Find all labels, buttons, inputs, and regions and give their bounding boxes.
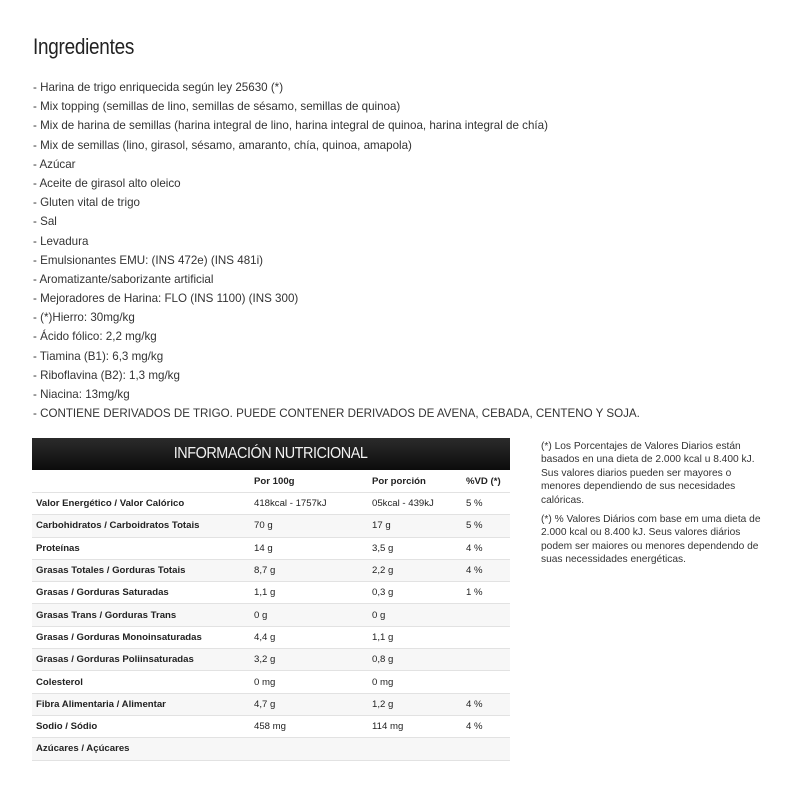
ingredient-item: - Azúcar <box>33 157 76 171</box>
daily-value-percent: 4 % <box>462 693 510 715</box>
value-per-portion: 1,2 g <box>368 693 462 715</box>
nutrient-name: Valor Energético / Valor Calórico <box>32 493 250 515</box>
ingredient-item: - (*)Hierro: 30mg/kg <box>33 311 135 325</box>
column-header-daily-value: %VD (*) <box>462 470 510 493</box>
nutrition-row <box>32 671 510 693</box>
note-spanish: (*) Los Porcentajes de Valores Diarios están basados en una dieta de 2.000 kcal u 8.400 kJ. Sus valores diarios pueden ser mayores o menores dependiendo de sus necesidades calóricas. <box>541 441 755 506</box>
daily-value-percent: 4 % <box>462 559 510 581</box>
nutrient-name: Grasas / Gorduras Saturadas <box>32 582 250 604</box>
nutrition-row <box>32 626 510 648</box>
daily-value-percent <box>462 671 510 693</box>
nutrient-name: Grasas Totales / Gorduras Totais <box>32 559 250 581</box>
nutrition-row <box>32 582 510 604</box>
nutrition-table-header-row <box>32 470 510 493</box>
daily-value-percent <box>462 738 510 760</box>
ingredient-item: - Sal <box>33 215 57 229</box>
value-per-100g: 3,2 g <box>250 649 368 671</box>
nutrient-name: Grasas / Gorduras Poliinsaturadas <box>32 649 250 671</box>
value-per-portion: 0 g <box>368 604 462 626</box>
ingredient-item: - Tiamina (B1): 6,3 mg/kg <box>33 349 164 363</box>
value-per-portion: 0 mg <box>368 671 462 693</box>
value-per-portion: 0,8 g <box>368 649 462 671</box>
daily-value-percent: 4 % <box>462 715 510 737</box>
daily-value-percent: 5 % <box>462 515 510 537</box>
value-per-100g: 70 g <box>250 515 368 537</box>
nutrition-row <box>32 693 510 715</box>
value-per-100g: 4,4 g <box>250 626 368 648</box>
ingredient-item: - Niacina: 13mg/kg <box>33 388 130 401</box>
nutrient-name: Azúcares / Açúcares <box>32 738 250 760</box>
ingredient-item: - Aceite de girasol alto oleico <box>33 176 181 190</box>
nutrient-name: Grasas / Gorduras Monoinsaturadas <box>32 626 250 648</box>
nutrient-name: Fibra Alimentaria / Alimentar <box>32 693 250 715</box>
value-per-100g: 458 mg <box>250 715 368 737</box>
column-header-per-100g: Por 100g <box>250 470 368 493</box>
daily-value-percent: 5 % <box>462 493 510 515</box>
ingredient-item: - Levadura <box>33 234 89 248</box>
value-per-portion: 3,5 g <box>368 537 462 559</box>
value-per-100g: 418kcal - 1757kJ <box>250 493 368 515</box>
daily-value-percent <box>462 649 510 671</box>
column-header-per-portion: Por porción <box>368 470 462 493</box>
value-per-100g: 1,1 g <box>250 582 368 604</box>
nutrient-name: Sodio / Sódio <box>32 715 250 737</box>
daily-value-percent: 4 % <box>462 537 510 559</box>
ingredient-item: - Mix topping (semillas de lino, semillas de sésamo, semillas de quinoa) <box>33 100 401 114</box>
value-per-100g: 14 g <box>250 537 368 559</box>
nutrition-row <box>32 559 510 581</box>
ingredient-item: - Riboflavina (B2): 1,3 mg/kg <box>33 368 180 382</box>
nutrient-name: Proteínas <box>32 537 250 559</box>
nutrient-name: Colesterol <box>32 671 250 693</box>
daily-value-percent <box>462 626 510 648</box>
value-per-portion: 0,3 g <box>368 582 462 604</box>
ingredient-item: - Harina de trigo enriquecida según ley 25630 (*) <box>33 81 284 94</box>
page-title: Ingredientes <box>33 34 135 59</box>
value-per-portion: 114 mg <box>368 715 462 737</box>
value-per-100g: 0 mg <box>250 671 368 693</box>
ingredient-item: - Aromatizante/saborizante artificial <box>33 272 214 286</box>
nutrition-row <box>32 537 510 559</box>
ingredient-item: - CONTIENE DERIVADOS DE TRIGO. PUEDE CONTENER DERIVADOS DE AVENA, CEBADA, CENTENO Y SOJA. <box>33 407 640 421</box>
value-per-portion: 2,2 g <box>368 559 462 581</box>
nutrition-header-title: INFORMACIÓN NUTRICIONAL <box>174 445 368 462</box>
nutrient-name: Carbohidratos / Carboidratos Totais <box>32 515 250 537</box>
ingredient-item: - Mix de harina de semillas (harina integral de lino, harina integral de quinoa, harina integral de chía) <box>33 119 548 133</box>
nutrition-row <box>32 493 510 515</box>
ingredient-item: - Gluten vital de trigo <box>33 196 140 210</box>
value-per-100g: 8,7 g <box>250 559 368 581</box>
ingredient-item: - Emulsionantes EMU: (INS 472e) (INS 481i) <box>33 253 264 267</box>
value-per-portion <box>368 738 462 760</box>
daily-value-percent: 1 % <box>462 582 510 604</box>
note-portuguese: (*) % Valores Diários com base em uma dieta de 2.000 kcal ou 8.400 kJ. Seus valores diários podem ser maiores ou menores dependendo de suas necessidades energéticas. <box>541 514 761 566</box>
column-header-nutrient <box>32 470 250 493</box>
nutrition-header <box>32 438 510 470</box>
value-per-100g: 0 g <box>250 604 368 626</box>
nutrition-panel <box>32 438 510 761</box>
ingredient-item: - Mix de semillas (lino, girasol, sésamo, amaranto, chía, quinoa, amapola) <box>33 138 412 152</box>
daily-value-notes <box>541 440 771 573</box>
ingredients-list <box>33 78 640 423</box>
value-per-100g: 4,7 g <box>250 693 368 715</box>
value-per-100g <box>250 738 368 760</box>
value-per-portion: 17 g <box>368 515 462 537</box>
nutrition-row <box>32 649 510 671</box>
nutrition-row <box>32 604 510 626</box>
ingredient-item: - Mejoradores de Harina: FLO (INS 1100) (INS 300) <box>33 292 299 306</box>
nutrient-name: Grasas Trans / Gorduras Trans <box>32 604 250 626</box>
nutrition-row <box>32 715 510 737</box>
value-per-portion: 1,1 g <box>368 626 462 648</box>
nutrition-row <box>32 515 510 537</box>
value-per-portion: 05kcal - 439kJ <box>368 493 462 515</box>
ingredient-item: - Ácido fólico: 2,2 mg/kg <box>33 330 157 344</box>
daily-value-percent <box>462 604 510 626</box>
nutrition-table <box>32 470 510 761</box>
nutrition-row <box>32 738 510 760</box>
